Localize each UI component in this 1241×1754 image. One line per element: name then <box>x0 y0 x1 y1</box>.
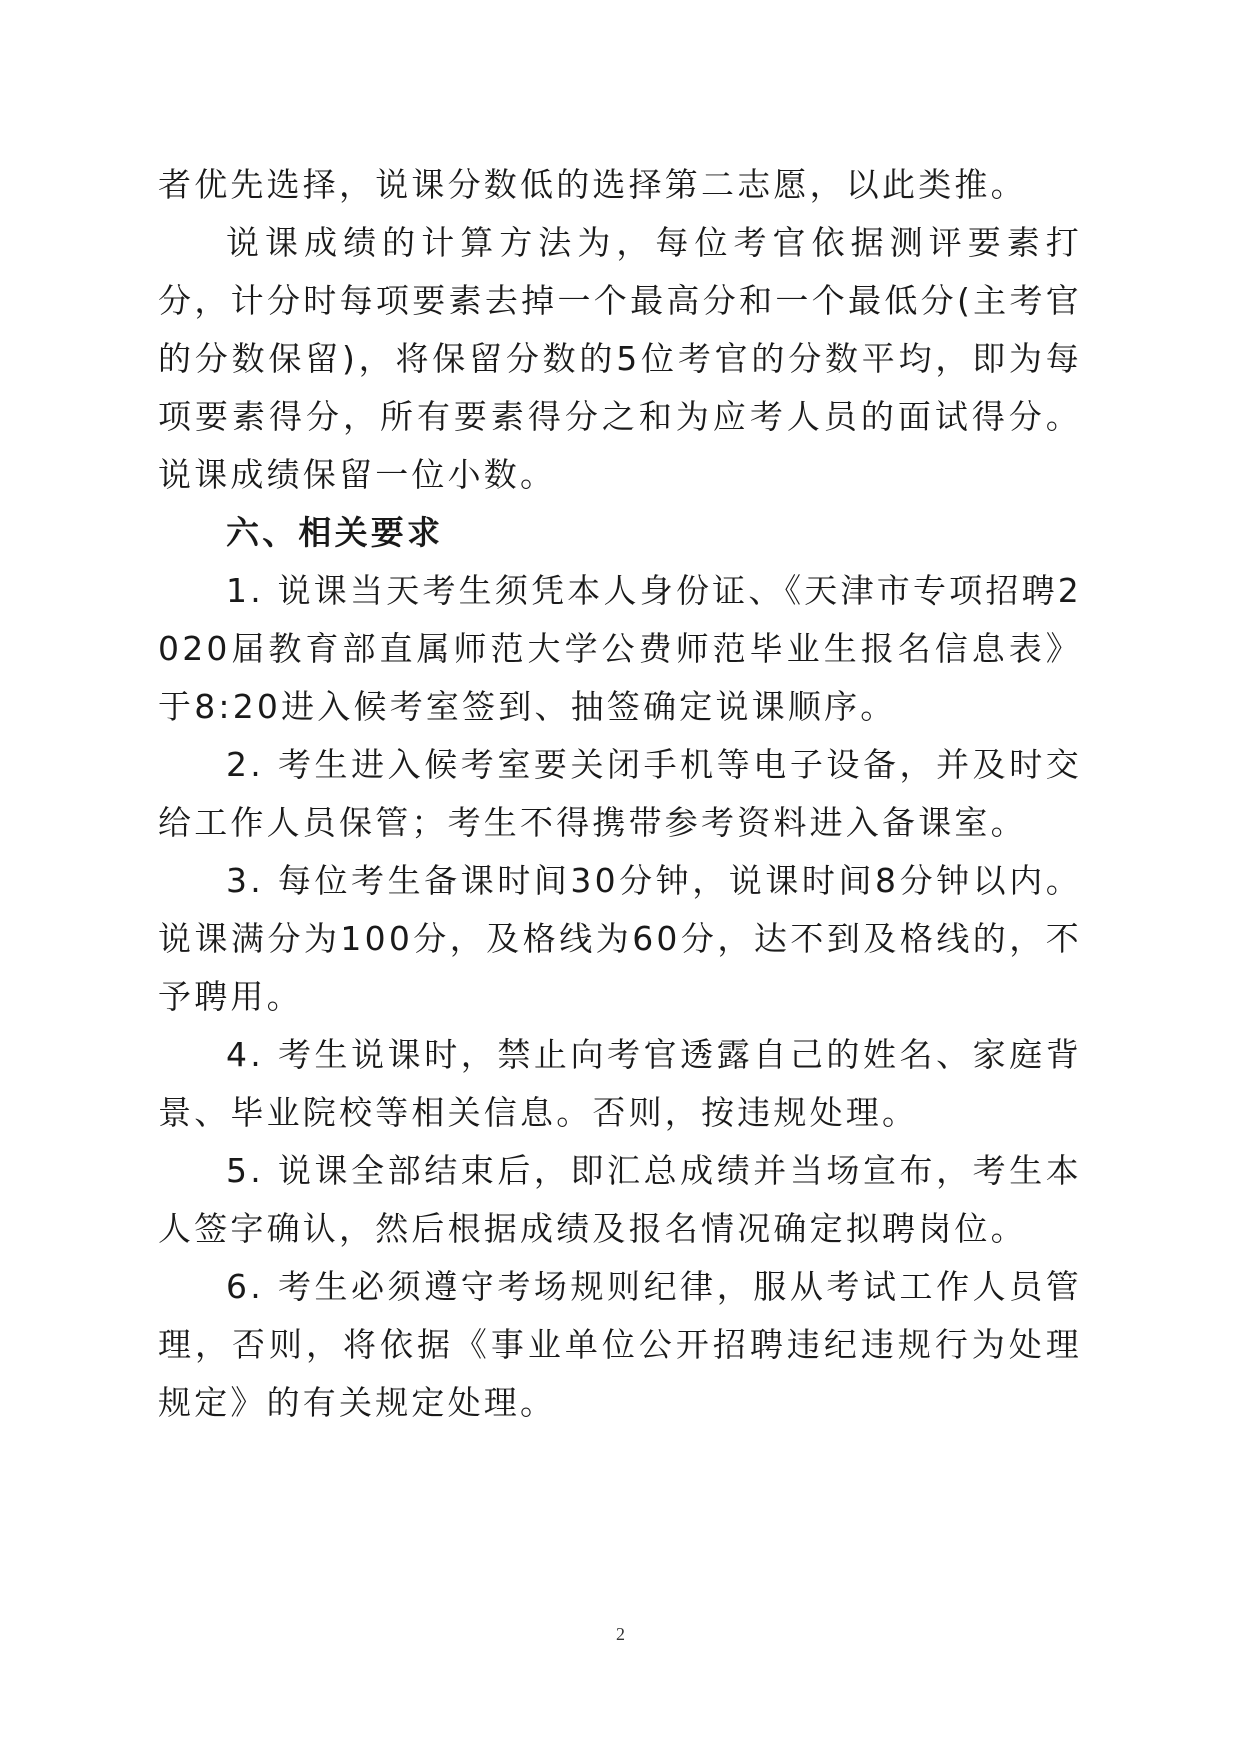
requirement-item-5: 5. 说课全部结束后，即汇总成绩并当场宣布，考生本人签字确认，然后根据成绩及报名情况确定拟聘岗位。 <box>158 1151 1082 1248</box>
page-number: 2 <box>616 1624 625 1644</box>
document-body <box>158 156 1082 1432</box>
requirement-item-1: 1. 说课当天考生须凭本人身份证、《天津市专项招聘2020届教育部直属师范大学公费师范毕业生报名信息表》于8:20进入候考室签到、抽签确定说课顺序。 <box>158 571 1082 726</box>
paragraph-scoring-method: 说课成绩的计算方法为，每位考官依据测评要素打分，计分时每项要素去掉一个最高分和一个最低分(主考官的分数保留)，将保留分数的5位考官的分数平均，即为每项要素得分，所有要素得分之和为应考人员的面试得分。说课成绩保留一位小数。 <box>158 223 1082 494</box>
section-heading-requirements: 六、相关要求 <box>226 513 444 552</box>
requirement-item-6: 6. 考生必须遵守考场规则纪律，服从考试工作人员管理，否则，将依据《事业单位公开招聘违纪违规行为处理规定》的有关规定处理。 <box>158 1267 1082 1422</box>
paragraph-ranking-continuation: 者优先选择，说课分数低的选择第二志愿，以此类推。 <box>158 165 1027 204</box>
requirement-item-3: 3. 每位考生备课时间30分钟，说课时间8分钟以内。说课满分为100分，及格线为60分，达不到及格线的，不予聘用。 <box>158 861 1082 1016</box>
requirement-item-4: 4. 考生说课时，禁止向考官透露自己的姓名、家庭背景、毕业院校等相关信息。否则，按违规处理。 <box>158 1035 1082 1132</box>
requirement-item-2: 2. 考生进入候考室要关闭手机等电子设备，并及时交给工作人员保管；考生不得携带参考资料进入备课室。 <box>158 745 1082 842</box>
